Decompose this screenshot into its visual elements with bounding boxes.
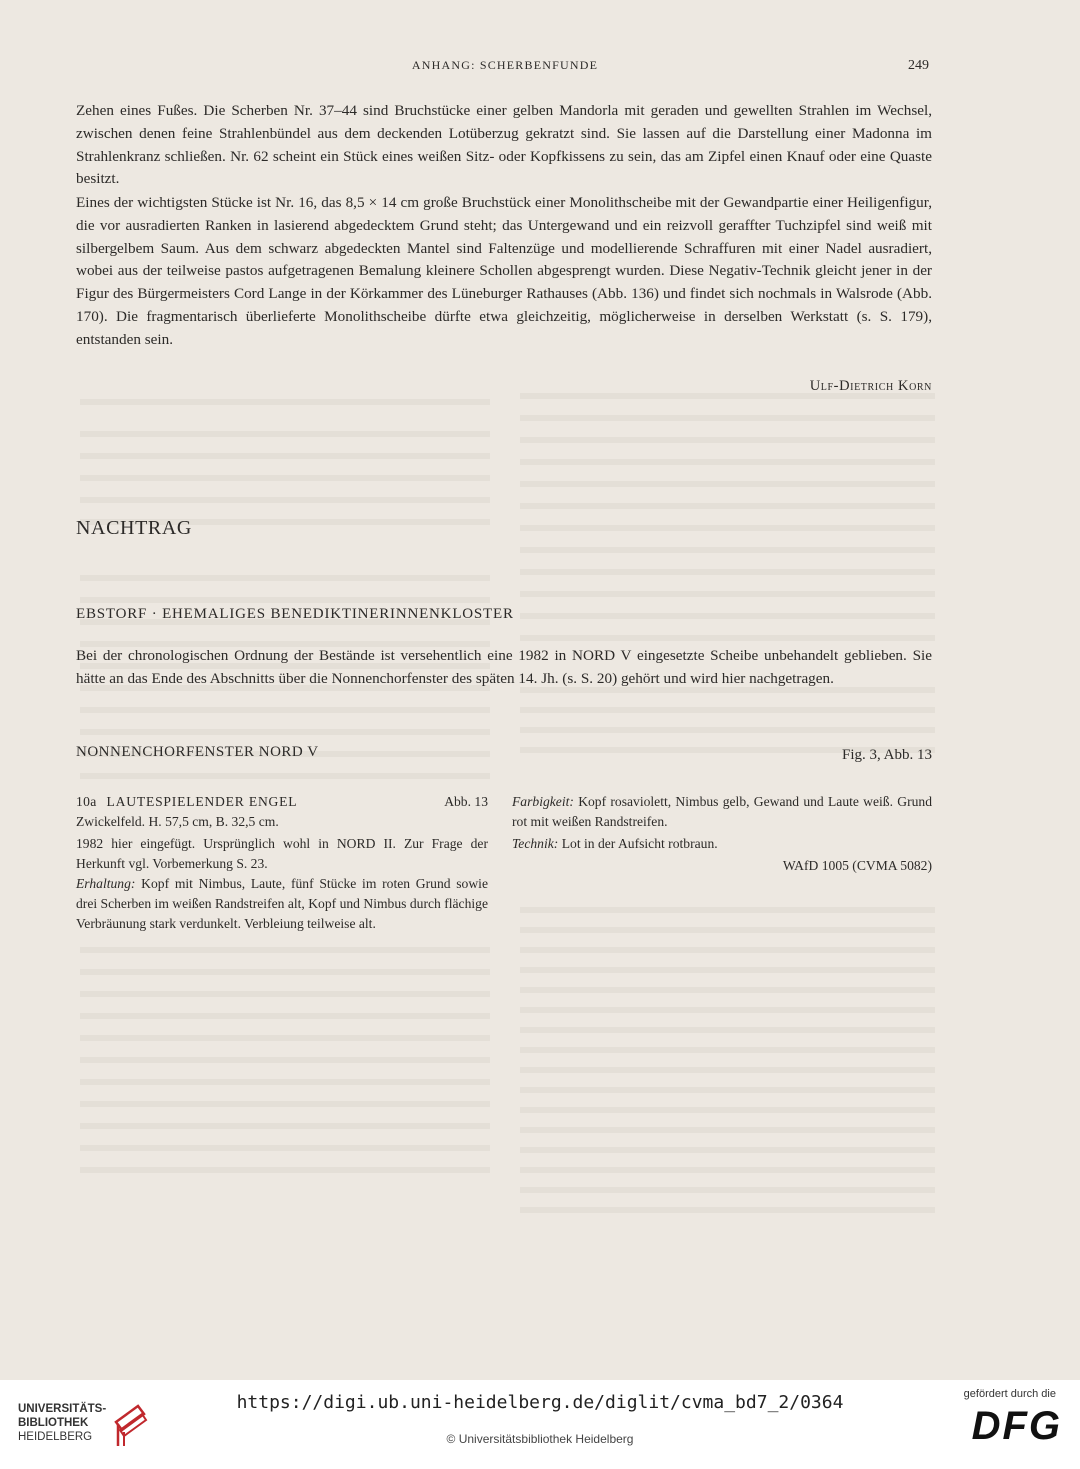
entry-technik [512, 834, 932, 854]
farbigkeit-label: Farbigkeit: [512, 794, 574, 809]
technik-label: Technik: [512, 836, 559, 851]
bleed-through-lines-left [80, 390, 500, 1190]
page-number: 249 [908, 58, 929, 73]
entry-abb-reference: Abb. 13 [444, 794, 488, 809]
entry-title: LAUTESPIELENDER ENGEL [106, 794, 298, 809]
entry-header [76, 792, 488, 812]
bleed-through-left [80, 390, 500, 1190]
library-name-line1: UNIVERSITÄTS- [18, 1403, 107, 1415]
window-heading: NONNENCHORFENSTER NORD V [76, 744, 319, 760]
library-name-line3: HEIDELBERG [18, 1431, 93, 1443]
permalink-url[interactable]: https://digi.ub.uni-heidelberg.de/diglit/cvma_bd7_2/0364 [236, 1392, 844, 1413]
farbigkeit-text: Kopf rosaviolett, Nimbus gelb, Gewand und Laute weiß. Grund rot mit weißen Randstreifen. [512, 794, 932, 829]
catalog-entry-left-column [76, 792, 488, 934]
intro-paragraph: Bei der chronologischen Ordnung der Bestände ist versehentlich eine 1982 in NORD V eingesetzte Scheibe unbehandelt geblieben. Sie hätte an das Ende des Abschnitts über die Nonnenchorfenster des späten 14. Jh. (s. S. 20) gehört und wird hier nachgetragen. [76, 647, 932, 687]
catalog-number: WAfD 1005 (CVMA 5082) [782, 858, 932, 873]
entry-dimensions: Zwickelfeld. H. 57,5 cm, B. 32,5 cm. [76, 814, 279, 829]
entry-number: 10a [76, 794, 97, 809]
paragraph-scherben: Zehen eines Fußes. Die Scherben Nr. 37–44 sind Bruchstücke einer gelben Mandorla mit geraden und gewellten Strahlen im Wechsel, zwischen denen feine Strahlenbündel aus dem deckenden Lotüberzug gekratzt sind. Sie lassen auf die Darstellung einer Madonna im Strahlenkranz schließen. Nr. 62 scheint ein Stück eines weißen Sitz- oder Kopfkissens zu sein, das am Zipfel einen Knauf oder eine Quaste besitzt. [76, 102, 932, 188]
running-head: ANHANG: SCHERBENFUNDE [411, 58, 599, 72]
dfg-logo[interactable]: DFG [971, 1404, 1062, 1448]
library-name-line2: BIBLIOTHEK [18, 1417, 89, 1429]
paragraph-monolithscheibe: Eines der wichtigsten Stücke ist Nr. 16, das 8,5 × 14 cm große Bruchstück einer Monolithscheibe mit der Gewandpartie einer Heiligenfigur, die vor ausradierten Ranken in lasierend abgedecktem Grund steht; das Untergewand und ein reizvoll geraffter Tuchzipfel sind weiß mit silbergelbem Saum. Aus dem schwarz abgedeckten Mantel sind Faltenzüge und modellierende Schraffuren mit einer Nadel ausradiert, wobei aus der teilweise pastos aufgetragenen Bemalung kleinere Schollen abgesprengt wurden. Diese Negativ-Technik gleicht jener in der Figur des Bürgermeisters Cord Lange in der Körkammer des Lüneburger Rathauses (Abb. 136) und findet sich nochmals in Walsrode (Abb. 170). Die fragmentarisch überlieferte Monolithscheibe dürfte etwa gleichzeitig, möglicherweise in derselben Werkstatt (s. S. 179), entstanden sein. [76, 194, 932, 348]
entry-history: 1982 hier eingefügt. Ursprünglich wohl in NORD II. Zur Frage der Herkunft vgl. Vorbemerkung S. 23. [76, 836, 488, 871]
catalog-entry-right-column [512, 792, 932, 876]
window-figure-reference: Fig. 3, Abb. 13 [841, 747, 932, 763]
author-signature: Ulf-Dietrich Korn [809, 378, 932, 394]
funding-label: gefördert durch die [963, 1388, 1056, 1400]
technik-text: Lot in der Aufsicht rotbraun. [561, 836, 718, 851]
section-title: NACHTRAG [76, 517, 192, 539]
erhaltung-label: Erhaltung: [76, 876, 136, 891]
erhaltung-text: Kopf mit Nimbus, Laute, fünf Stücke im roten Grund sowie drei Scherben im weißen Randstreifen alt, Kopf und Nimbus durch flächige Verbräunung stark verdunkelt. Verbleiung teilweise alt. [76, 876, 488, 931]
location-heading: EBSTORF · EHEMALIGES BENEDIKTINERINNENKLOSTER [76, 606, 514, 622]
viewer-footer [0, 1380, 1080, 1469]
entry-erhaltung [76, 874, 488, 934]
copyright-notice: © Universitätsbibliothek Heidelberg [446, 1432, 634, 1446]
entry-farbigkeit [512, 792, 932, 832]
